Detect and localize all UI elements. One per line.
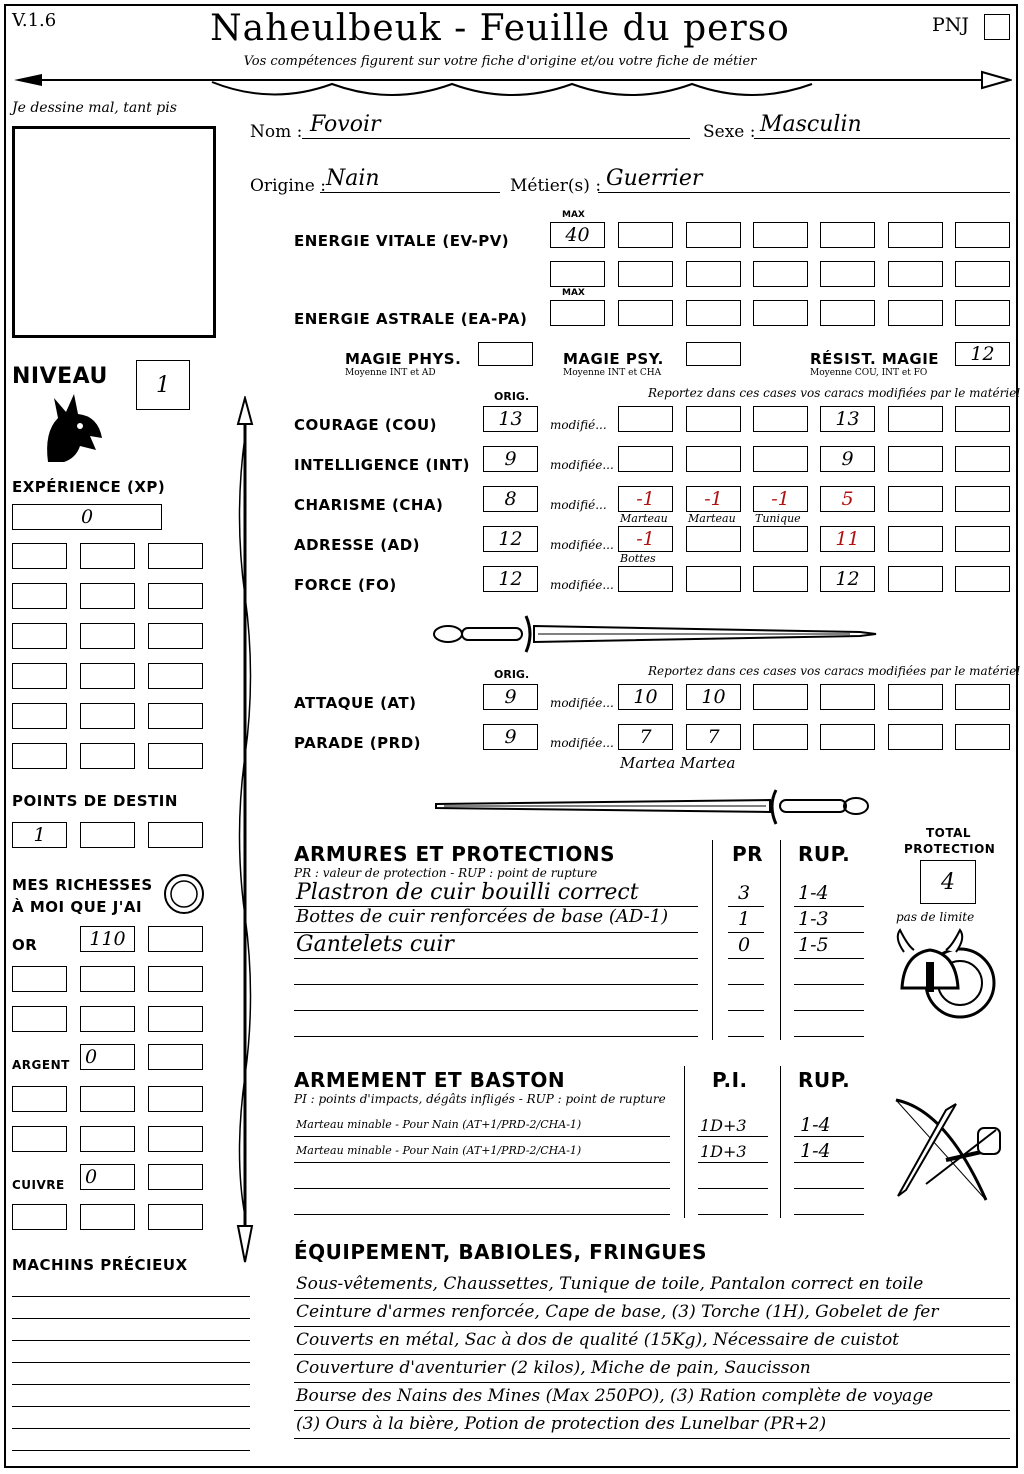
- arme-pi: 1D+3: [700, 1116, 747, 1135]
- carac-mod-box[interactable]: [618, 446, 673, 472]
- ea-box[interactable]: [753, 300, 808, 326]
- magie-phys-note: Moyenne INT et AD: [345, 368, 436, 378]
- armure-rup-line[interactable]: [794, 1012, 864, 1037]
- vertical-spear-icon: [230, 396, 260, 1266]
- ev-box[interactable]: [686, 261, 741, 287]
- weapons-icon: [886, 1090, 1006, 1214]
- equip-text: (3) Ours à la bière, Potion de protection des Lunelbar (PR+2): [296, 1414, 827, 1434]
- combat-mod-box[interactable]: 10: [618, 684, 673, 710]
- machins-line[interactable]: [12, 1408, 250, 1429]
- combat-mod-box[interactable]: 10: [686, 684, 741, 710]
- carac-orig-box[interactable]: 8: [483, 486, 538, 512]
- ev-box[interactable]: [888, 261, 943, 287]
- armure-rup-line[interactable]: [794, 960, 864, 985]
- ea-box[interactable]: [618, 300, 673, 326]
- carac-mod-note: Bottes: [620, 552, 656, 565]
- niveau-box[interactable]: 1: [136, 360, 190, 410]
- metier-value: Guerrier: [606, 166, 703, 191]
- money-box[interactable]: [12, 1126, 67, 1152]
- ea-box[interactable]: [820, 300, 875, 326]
- xp-box[interactable]: [148, 543, 203, 569]
- xp-box[interactable]: [148, 703, 203, 729]
- armure-pr-line[interactable]: [728, 960, 764, 985]
- carac-mod-box[interactable]: [955, 486, 1010, 512]
- sword-icon: [430, 784, 880, 828]
- carac-mod-box[interactable]: [618, 406, 673, 432]
- or-box[interactable]: 110: [80, 926, 135, 952]
- money-box[interactable]: [12, 1006, 67, 1032]
- carac-label: INTELLIGENCE (INT): [294, 456, 470, 474]
- armure-name-line[interactable]: [294, 986, 698, 1011]
- armure-pr: 3: [738, 882, 751, 904]
- destin-box-1[interactable]: 1: [12, 822, 67, 848]
- ea-box[interactable]: [686, 300, 741, 326]
- total-protection-note: pas de limite: [896, 910, 975, 924]
- equip-line[interactable]: [294, 1440, 1010, 1467]
- arme-rup: 1-4: [800, 1114, 831, 1136]
- combat-label: ATTAQUE (AT): [294, 694, 417, 712]
- helmet-shield-icon: [890, 928, 1000, 1028]
- ea-max-box[interactable]: [550, 300, 605, 326]
- cuivre-box[interactable]: 0: [80, 1164, 135, 1190]
- equip-text: Ceinture d'armes renforcée, Cape de base, (3) Torche (1H), Gobelet de fer: [296, 1302, 939, 1322]
- xp-box[interactable]: [148, 663, 203, 689]
- carac-mod-label: modifié...: [550, 498, 607, 512]
- carac-mod-box[interactable]: [955, 446, 1010, 472]
- armures-divider: [712, 840, 713, 1040]
- combat-mod-box[interactable]: [955, 684, 1010, 710]
- resist-magie-box[interactable]: 12: [955, 342, 1010, 366]
- combat-note: Martea Martea: [620, 754, 736, 772]
- ev-box[interactable]: [686, 222, 741, 248]
- carac-final-box[interactable]: 5: [820, 486, 875, 512]
- ev-box[interactable]: [618, 261, 673, 287]
- armure-name-line[interactable]: [294, 960, 698, 985]
- xp-box[interactable]: [148, 583, 203, 609]
- armure-name: Bottes de cuir renforcées de base (AD-1): [296, 906, 669, 927]
- carac-final-box[interactable]: 9: [820, 446, 875, 472]
- ev-box[interactable]: [618, 222, 673, 248]
- money-box[interactable]: [148, 1044, 203, 1070]
- total-protection-label-1: TOTAL: [926, 826, 972, 840]
- carac-mod-box[interactable]: [686, 406, 741, 432]
- carac-mod-box[interactable]: [686, 446, 741, 472]
- carac-mod-label: modifiée...: [550, 458, 614, 472]
- carac-mod-box[interactable]: [888, 526, 943, 552]
- metier-label: Métier(s) :: [510, 176, 602, 196]
- machins-line[interactable]: [12, 1298, 250, 1319]
- carac-orig-box[interactable]: 12: [483, 526, 538, 552]
- ev-max-box[interactable]: 40: [550, 222, 605, 248]
- armement-divider: [684, 1066, 685, 1218]
- carac-orig-box[interactable]: 13: [483, 406, 538, 432]
- xp-box[interactable]: [148, 743, 203, 769]
- combat-label: PARADE (PRD): [294, 734, 422, 752]
- or-box-2[interactable]: [148, 926, 203, 952]
- pnj-checkbox[interactable]: [984, 14, 1010, 40]
- arme-name: Marteau minable - Pour Nain (AT+1/PRD-2/CHA-1): [296, 1118, 582, 1131]
- money-box[interactable]: [80, 1126, 135, 1152]
- armement-rup-label: RUP.: [798, 1068, 851, 1092]
- carac-mod-box[interactable]: -1: [753, 486, 808, 512]
- argent-box[interactable]: 0: [80, 1044, 135, 1070]
- money-box[interactable]: [148, 1006, 203, 1032]
- magie-phys-box[interactable]: [478, 342, 533, 366]
- armures-pr-label: PR: [732, 842, 764, 866]
- carac-final-box[interactable]: 12: [820, 566, 875, 592]
- xp-box[interactable]: [80, 583, 135, 609]
- money-box[interactable]: [12, 1204, 67, 1230]
- argent-label: ARGENT: [12, 1058, 70, 1072]
- machins-line[interactable]: [12, 1386, 250, 1407]
- armement-pi-label: P.I.: [712, 1068, 748, 1092]
- armure-name: Gantelets cuir: [296, 932, 454, 957]
- armure-rup: 1-5: [798, 934, 829, 956]
- sexe-label: Sexe :: [703, 122, 756, 142]
- arme-rup-line[interactable]: [794, 1194, 864, 1215]
- armures-divider: [780, 840, 781, 1040]
- combat-orig-box[interactable]: 9: [483, 684, 538, 710]
- carac-mod-box[interactable]: [753, 446, 808, 472]
- combat-mod-box[interactable]: 7: [686, 724, 741, 750]
- destin-box-3[interactable]: [148, 822, 203, 848]
- ev-box[interactable]: [955, 222, 1010, 248]
- combat-report-note: Reportez dans ces cases vos caracs modifiées par le matériel: [648, 664, 1021, 678]
- carac-mod-label: modifiée...: [550, 538, 614, 552]
- armure-rup-line[interactable]: [794, 986, 864, 1011]
- armement-note: PI : points d'impacts, dégâts infligés - RUP : point de rupture: [294, 1092, 666, 1106]
- xp-box[interactable]: [12, 663, 67, 689]
- armement-divider: [780, 1066, 781, 1218]
- money-box[interactable]: [148, 1126, 203, 1152]
- combat-mod-box[interactable]: [888, 684, 943, 710]
- ea-label: ENERGIE ASTRALE (EA-PA): [294, 310, 528, 328]
- sheet-title: Naheulbeuk - Feuille du perso: [210, 8, 790, 49]
- portrait-caption: Je dessine mal, tant pis: [12, 100, 177, 116]
- sheet-subtitle: Vos compétences figurent sur votre fiche d'origine et/ou votre fiche de métier: [243, 54, 757, 69]
- arme-rup-line[interactable]: [794, 1168, 864, 1189]
- xp-box[interactable]: [12, 743, 67, 769]
- xp-box[interactable]: 0: [12, 504, 162, 530]
- carac-orig-box[interactable]: 9: [483, 446, 538, 472]
- coin-icon: [162, 872, 206, 916]
- armure-pr: 1: [738, 908, 751, 930]
- carac-report-note: Reportez dans ces cases vos caracs modifiées par le matériel: [648, 386, 1021, 400]
- carac-final-box[interactable]: 11: [820, 526, 875, 552]
- combat-orig-box[interactable]: 9: [483, 724, 538, 750]
- carac-mod-box[interactable]: [888, 486, 943, 512]
- combat-orig-label: ORIG.: [494, 668, 530, 681]
- richesses-label-2: À MOI QUE J'AI: [12, 898, 143, 916]
- carac-mod-box[interactable]: [888, 406, 943, 432]
- carac-mod-box[interactable]: [955, 526, 1010, 552]
- money-box[interactable]: [148, 1204, 203, 1230]
- armures-title: ARMURES ET PROTECTIONS: [294, 842, 615, 866]
- carac-mod-box[interactable]: [686, 526, 741, 552]
- carac-label: CHARISME (CHA): [294, 496, 444, 514]
- xp-box[interactable]: [12, 703, 67, 729]
- nom-value: Fovoir: [310, 112, 381, 137]
- pnj-label: PNJ: [932, 14, 970, 36]
- carac-mod-box[interactable]: [888, 446, 943, 472]
- ev-box[interactable]: [888, 222, 943, 248]
- carac-mod-box[interactable]: [955, 566, 1010, 592]
- resist-magie-label: RÉSIST. MAGIE: [810, 350, 940, 368]
- xp-box[interactable]: [80, 663, 135, 689]
- carac-mod-box[interactable]: [753, 526, 808, 552]
- cuivre-label: CUIVRE: [12, 1178, 65, 1192]
- carac-orig-box[interactable]: 12: [483, 566, 538, 592]
- magie-psy-label: MAGIE PSY.: [563, 350, 664, 368]
- machins-line[interactable]: [12, 1276, 250, 1297]
- combat-mod-box[interactable]: 7: [618, 724, 673, 750]
- money-box[interactable]: [148, 1086, 203, 1112]
- ev-box[interactable]: [753, 222, 808, 248]
- machins-label: MACHINS PRÉCIEUX: [12, 1256, 188, 1274]
- arme-pi-line[interactable]: [698, 1194, 768, 1215]
- resist-magie-note: Moyenne COU, INT et FO: [810, 368, 928, 378]
- money-box[interactable]: [80, 1086, 135, 1112]
- carac-final-box[interactable]: 13: [820, 406, 875, 432]
- combat-mod-box[interactable]: [753, 724, 808, 750]
- armures-note: PR : valeur de protection - RUP : point de rupture: [294, 866, 598, 880]
- armure-pr-line[interactable]: [728, 1012, 764, 1037]
- xp-box[interactable]: [80, 703, 135, 729]
- ev-box[interactable]: [955, 261, 1010, 287]
- equipement-title: ÉQUIPEMENT, BABIOLES, FRINGUES: [294, 1240, 708, 1264]
- origine-value: Nain: [326, 166, 380, 191]
- combat-mod-box[interactable]: [820, 724, 875, 750]
- dragon-icon: [40, 392, 106, 464]
- armure-name-line[interactable]: [294, 1012, 698, 1037]
- carac-mod-box[interactable]: -1: [618, 486, 673, 512]
- magie-psy-note: Moyenne INT et CHA: [563, 368, 662, 378]
- carac-mod-note: Marteau: [688, 512, 736, 525]
- ea-box[interactable]: [955, 300, 1010, 326]
- carac-mod-box[interactable]: [686, 566, 741, 592]
- total-protection-label-2: PROTECTION: [904, 842, 996, 856]
- sword-icon: [430, 612, 880, 656]
- xp-box[interactable]: [12, 623, 67, 649]
- niveau-label: NIVEAU: [12, 364, 108, 389]
- sexe-value: Masculin: [760, 112, 862, 137]
- arme-pi: 1D+3: [700, 1142, 747, 1161]
- carac-mod-note: Tunique: [755, 512, 801, 525]
- machins-line[interactable]: [12, 1320, 250, 1341]
- ev-box[interactable]: [753, 261, 808, 287]
- carac-mod-box[interactable]: [753, 566, 808, 592]
- combat-mod-box[interactable]: [888, 724, 943, 750]
- carac-label: COURAGE (COU): [294, 416, 438, 434]
- armure-pr: 0: [738, 934, 751, 956]
- xp-box[interactable]: [148, 623, 203, 649]
- carac-orig-label: ORIG.: [494, 390, 530, 403]
- armure-rup: 1-3: [798, 908, 829, 930]
- xp-box[interactable]: [80, 623, 135, 649]
- carac-mod-label: modifiée...: [550, 578, 614, 592]
- carac-label: ADRESSE (AD): [294, 536, 421, 554]
- magie-psy-box[interactable]: [686, 342, 741, 366]
- equip-text: Bourse des Nains des Mines (Max 250PO), (3) Ration complète de voyage: [296, 1386, 934, 1406]
- carac-mod-box[interactable]: [753, 406, 808, 432]
- carac-mod-label: modifié...: [550, 418, 607, 432]
- ev-box[interactable]: [550, 261, 605, 287]
- ea-max-label: MAX: [562, 288, 585, 298]
- total-protection-box[interactable]: 4: [920, 860, 976, 904]
- carac-mod-box[interactable]: [955, 406, 1010, 432]
- equip-text: Couverts en métal, Sac à dos de qualité (15Kg), Nécessaire de cuistot: [296, 1330, 900, 1350]
- money-box[interactable]: [148, 966, 203, 992]
- armures-rup-label: RUP.: [798, 842, 851, 866]
- armure-rup: 1-4: [798, 882, 829, 904]
- combat-mod-label: modifiée...: [550, 736, 614, 750]
- arme-name: Marteau minable - Pour Nain (AT+1/PRD-2/CHA-1): [296, 1144, 582, 1157]
- machins-line[interactable]: [12, 1430, 250, 1451]
- carac-mod-note: Marteau: [620, 512, 668, 525]
- arme-name-line[interactable]: [294, 1194, 670, 1215]
- nom-label: Nom :: [250, 122, 303, 142]
- version-label: V.1.6: [12, 10, 57, 31]
- arme-name-line[interactable]: [294, 1168, 670, 1189]
- destin-label: POINTS DE DESTIN: [12, 792, 178, 810]
- carac-label: FORCE (FO): [294, 576, 397, 594]
- carac-mod-box[interactable]: [888, 566, 943, 592]
- machins-line[interactable]: [12, 1364, 250, 1385]
- portrait-box[interactable]: [12, 126, 216, 338]
- combat-mod-box[interactable]: [955, 724, 1010, 750]
- combat-mod-box[interactable]: [820, 684, 875, 710]
- xp-box[interactable]: [80, 543, 135, 569]
- carac-mod-box[interactable]: -1: [618, 526, 673, 552]
- ea-box[interactable]: [888, 300, 943, 326]
- armure-pr-line[interactable]: [728, 986, 764, 1011]
- carac-mod-box[interactable]: [618, 566, 673, 592]
- money-box[interactable]: [80, 1204, 135, 1230]
- combat-mod-label: modifiée...: [550, 696, 614, 710]
- or-label: OR: [12, 936, 38, 954]
- money-box[interactable]: [12, 1086, 67, 1112]
- ev-max-label: MAX: [562, 210, 585, 220]
- armure-name: Plastron de cuir bouilli correct: [296, 880, 639, 905]
- equip-text: Couverture d'aventurier (2 kilos), Miche de pain, Saucisson: [296, 1358, 811, 1378]
- ev-box[interactable]: [820, 222, 875, 248]
- money-box[interactable]: [148, 1164, 203, 1190]
- xp-label: EXPÉRIENCE (XP): [12, 478, 166, 496]
- xp-box[interactable]: [12, 583, 67, 609]
- ev-box[interactable]: [820, 261, 875, 287]
- richesses-label-1: MES RICHESSES: [12, 876, 153, 894]
- money-box[interactable]: [12, 966, 67, 992]
- origine-label: Origine :: [250, 176, 326, 196]
- combat-mod-box[interactable]: [753, 684, 808, 710]
- destin-box-2[interactable]: [80, 822, 135, 848]
- arme-pi-line[interactable]: [698, 1168, 768, 1189]
- arme-rup: 1-4: [800, 1140, 831, 1162]
- ev-label: ENERGIE VITALE (EV-PV): [294, 232, 510, 250]
- xp-box[interactable]: [80, 743, 135, 769]
- money-box[interactable]: [80, 966, 135, 992]
- magie-phys-label: MAGIE PHYS.: [345, 350, 462, 368]
- armement-title: ARMEMENT ET BASTON: [294, 1068, 566, 1092]
- machins-line[interactable]: [12, 1342, 250, 1363]
- xp-box[interactable]: [12, 543, 67, 569]
- carac-mod-box[interactable]: -1: [686, 486, 741, 512]
- equip-text: Sous-vêtements, Chaussettes, Tunique de toile, Pantalon correct en toile: [296, 1274, 924, 1294]
- money-box[interactable]: [80, 1006, 135, 1032]
